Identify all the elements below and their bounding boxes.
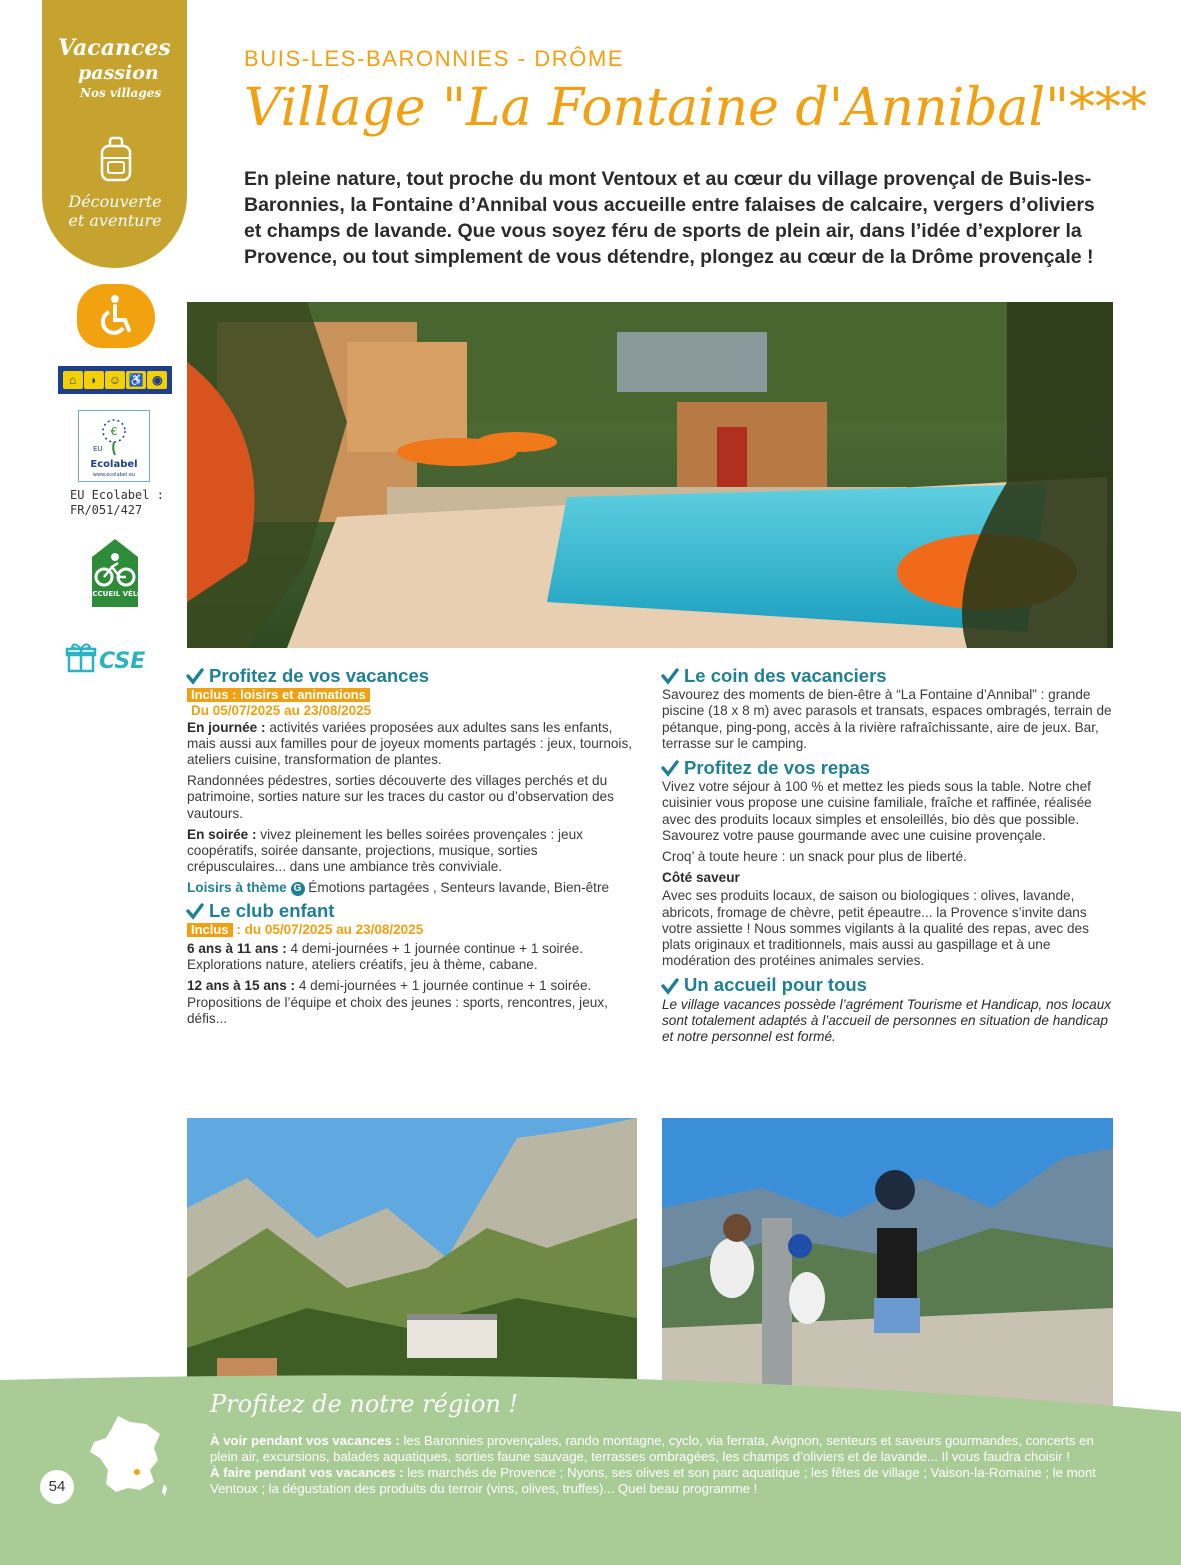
- svg-text:ACCUEIL VÉLO: ACCUEIL VÉLO: [86, 590, 144, 598]
- page-title: Village "La Fontaine d'Annibal"***: [244, 78, 1148, 138]
- pool-photo: [187, 302, 1113, 648]
- intro-text: En pleine nature, tout proche du mont Ventoux et au cœur du village provençal de Buis-les-Baronnies, la Fontaine d’Annibal vous accueille entre falaises de calcaire, vergers d’oliviers et champs de lavande. Que vous soyez féru de sports de plein air, dans l’idée d’explorer la Provence, ou tout simplement de vous détendre, plongez au cœur de la Drôme provençale !: [244, 168, 1095, 268]
- svg-text:EU: EU: [93, 445, 103, 453]
- svg-text:€: €: [110, 425, 118, 438]
- cse-badge: [66, 641, 158, 673]
- svg-text:Ecolabel: Ecolabel: [90, 459, 138, 470]
- heading-vacances: Profitez de vos vacances: [187, 668, 639, 684]
- check-icon: [187, 904, 203, 918]
- wheelchair-small-icon: ♿: [126, 371, 146, 389]
- footer-voir: À voir pendant vos vacances : les Baronnies provençales, rando montagne, cyclo, via ferrata, Avignon, senteurs et saveurs gourmandes, concerts en plein air, excursions, balades aquatiques, sorties faune sauvage, terrasses ombragées, les champs d’oliviers et de lavande... Il vous faudra choisir !: [210, 1433, 1094, 1464]
- footer-faire: À faire pendant vos vacances : les marchés de Provence ; Nyons, ses olives et son parc aquatique ; les fêtes de village ; Vaison-la-Romaine ; le mont Ventoux ; la dégustation des produits du terroir (vins, olives, truffes)... Quel beau programme !: [210, 1465, 1096, 1496]
- vacances-dates: Du 05/07/2025 au 23/08/2025: [191, 703, 372, 719]
- svg-text:CSE: CSE: [99, 649, 146, 674]
- heading-coin: Le coin des vacanciers: [662, 668, 1114, 684]
- heading-club: Le club enfant: [187, 903, 639, 919]
- gift-icon: [67, 644, 95, 671]
- accessibility-badge: [77, 284, 155, 348]
- france-map-icon: [88, 1414, 170, 1500]
- coin-text: Savourez des moments de bien-être à “La Fontaine d’Annibal” : grande piscine (18 x 8 m) avec parasols et transats, espaces ombragés, terrain de pétanque, ping-pong, accès à la rivière rafraîchissante, aire de jeux. Bar, terrasse sur le camping.: [662, 687, 1112, 751]
- check-icon: [187, 669, 203, 683]
- hikes-text: Randonnées pédestres, sorties découverte des villages perchés et du patrimoine, sorties nature sur les traces du castor ou d’observation des vautours.: [187, 773, 614, 821]
- club-age-12-15: 12 ans à 15 ans : 4 demi-journées + 1 journée continue + 1 soirée. Propositions de l’équipe et choix des jeunes : sports, rencontres, jeux, défis...: [187, 978, 608, 1026]
- heading-accueil: Un accueil pour tous: [662, 977, 1114, 993]
- day-activities: En journée : activités variées proposées aux adultes sans les enfants, mais aussi aux familles pour de joyeux moments partagés : jeux, tournois, ateliers cuisine, transformation de plantes.: [187, 719, 633, 768]
- right-column: [662, 665, 1114, 1050]
- left-column: [187, 665, 639, 1032]
- brand-logo-line3: Nos villages: [80, 86, 162, 100]
- evening-activities: En soirée : vivez pleinement les belles soirées provençales : jeux coopératifs, soirée dansante, projections, musique, sorties crépusculaires... dans une ambiance très conviviale.: [187, 826, 583, 875]
- theme-leisure: Loisirs à thème G Émotions partagées , Senteurs lavande, Bien-être: [187, 880, 610, 896]
- ecolabel-caption: EU Ecolabel : FR/051/427: [70, 488, 164, 517]
- flower-icon: [79, 411, 149, 481]
- footer-text: [210, 1433, 1115, 1497]
- snack-text: Croq’ à toute heure : un snack pour plus de liberté.: [662, 849, 967, 865]
- category-label: Découverte et aventure: [68, 192, 162, 230]
- heading-repas: Profitez de vos repas: [662, 760, 1114, 776]
- mental-icon: ☺: [105, 371, 125, 389]
- brand-logo-line1: Vacances: [58, 35, 171, 61]
- saveur-label: Côté saveur: [662, 870, 740, 886]
- brand-logo-line2: passion: [78, 62, 159, 84]
- accueil-velo-logo: [86, 537, 144, 609]
- backpack-icon: [96, 136, 136, 184]
- footer-title: Profitez de notre région !: [210, 1390, 519, 1418]
- check-icon: [662, 979, 678, 993]
- accueil-text: Le village vacances possède l’agrément Tourisme et Handicap, nos locaux sont totalement adaptés à l’accueil de personnes en situation de handicap et notre personnel est formé.: [662, 996, 1112, 1045]
- repas-text: Vivez votre séjour à 100 % et mettez les pieds sous la table. Notre chef cuisinier vous propose une cuisine familiale, fraîche et raffinée, réalisée avec des produits locaux simples et ensoleillés, bio dès que possible. Savourez votre pause gourmande avec une cuisine provençale.: [662, 779, 1092, 843]
- included-tag: Inclus : loisirs et animations: [187, 688, 370, 702]
- house-icon: ⌂: [63, 371, 83, 389]
- check-icon: [662, 761, 678, 775]
- hearing-icon: ◗: [84, 371, 104, 389]
- check-icon: [662, 669, 678, 683]
- page-number: 54: [40, 1470, 74, 1504]
- eu-ecolabel-logo: [78, 410, 150, 482]
- location: BUIS-LES-BARONNIES - DRÔME: [244, 46, 625, 71]
- club-dates: Inclus : du 05/07/2025 au 23/08/2025: [187, 922, 639, 938]
- theme-icon: G: [291, 882, 305, 896]
- eye-icon: ◉: [147, 371, 167, 389]
- svg-text:www.ecolabel.eu: www.ecolabel.eu: [92, 472, 136, 478]
- saveur-text: Avec ses produits locaux, de saison ou biologiques : olives, lavande, abricots, fromage de chèvre, petit épeautre... la Provence s’invite dans votre assiette ! Nous sommes vigilants à la qualité des repas, avec des plats originaux et traditionnels, mais aussi au gaspillage et à une modération des protéines animales servies.: [662, 888, 1089, 969]
- wheelchair-icon: [77, 284, 155, 348]
- club-age-6-11: 6 ans à 11 ans : 4 demi-journées + 1 journée continue + 1 soirée. Explorations nature, ateliers créatifs, jeu à thème, cabane.: [187, 941, 583, 973]
- tourisme-handicap-logos: [58, 366, 172, 394]
